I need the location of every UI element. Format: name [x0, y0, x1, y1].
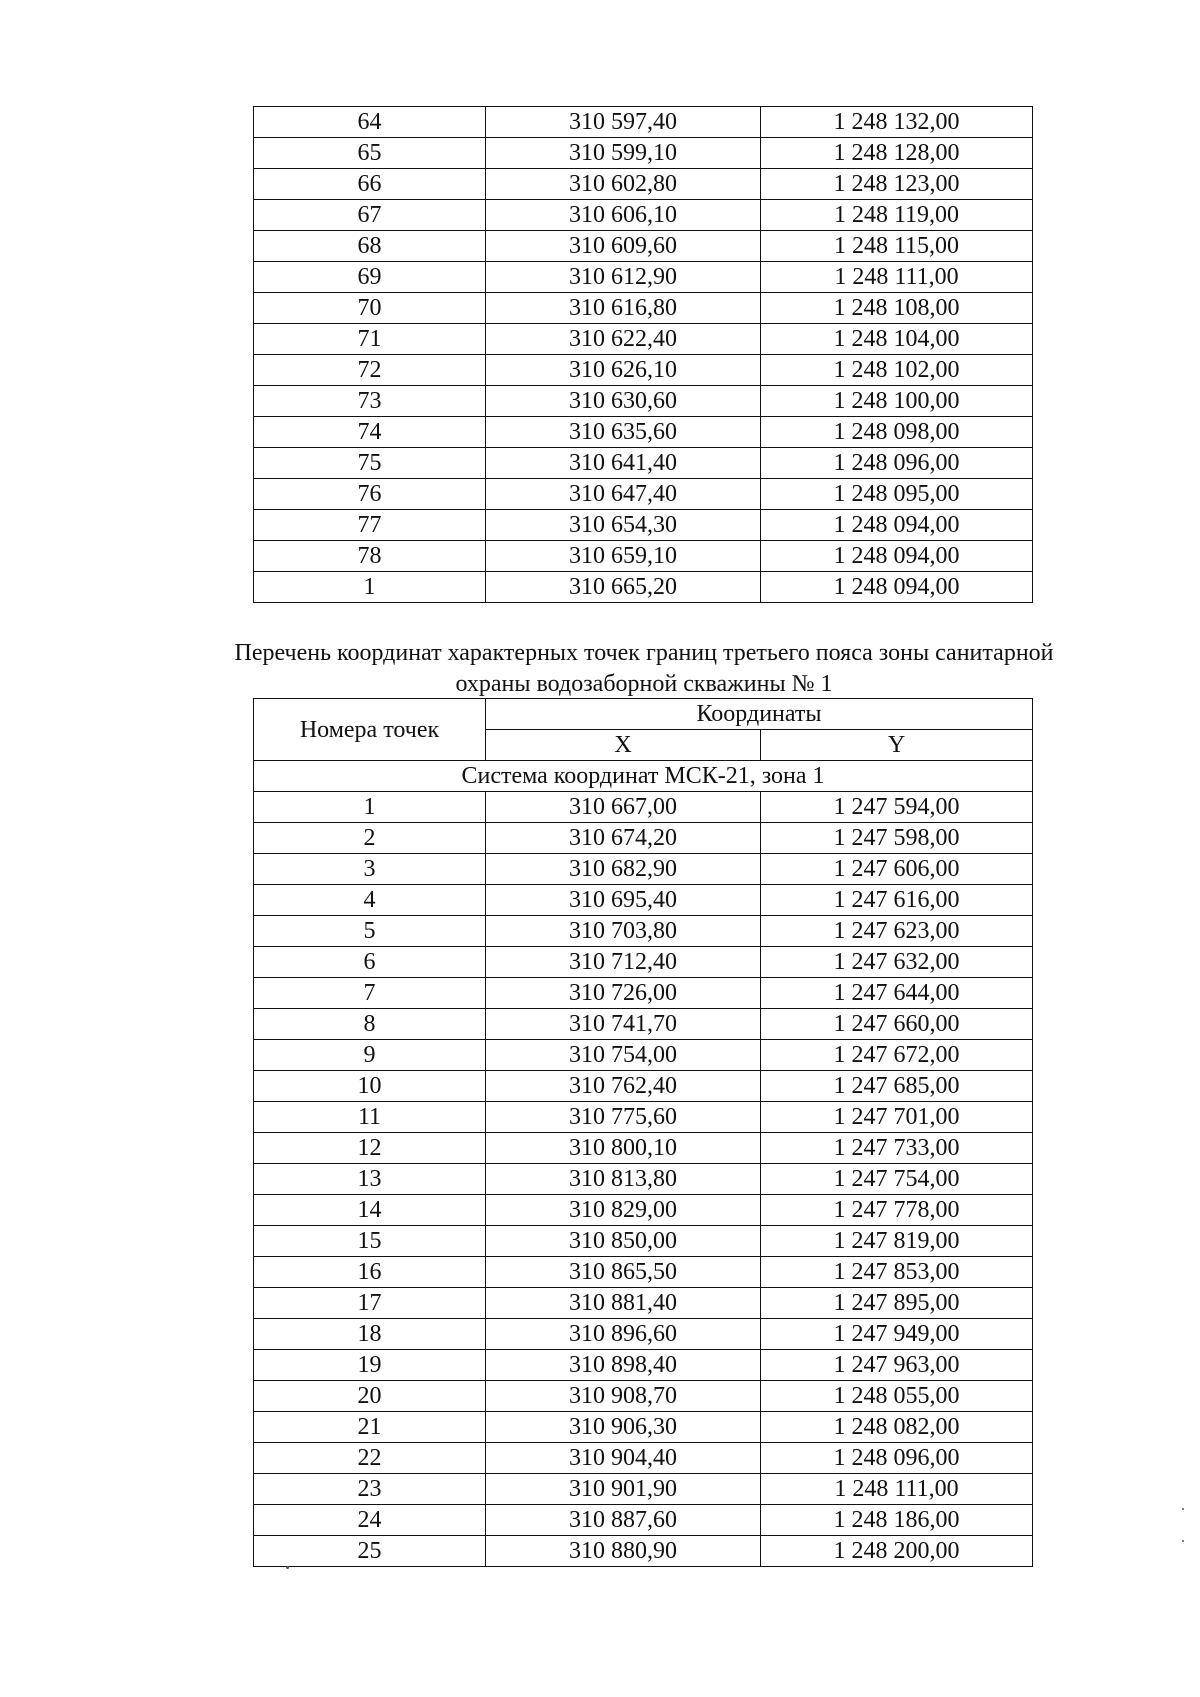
- y-coordinate-cell: 1 247 949,00: [761, 1319, 1033, 1350]
- y-coordinate-cell: 1 247 594,00: [761, 792, 1033, 823]
- table-row: [254, 1505, 1033, 1536]
- table-row: [254, 947, 1033, 978]
- x-coordinate-cell: 310 597,40: [486, 107, 761, 138]
- table-row: [254, 417, 1033, 448]
- x-coordinate-cell: 310 908,70: [486, 1381, 761, 1412]
- y-coordinate-cell: 1 248 094,00: [761, 572, 1033, 603]
- section-title-line-2: охраны водозаборной скважины № 1: [455, 671, 833, 697]
- y-coordinate-cell: 1 247 660,00: [761, 1009, 1033, 1040]
- y-coordinate-cell: 1 247 778,00: [761, 1195, 1033, 1226]
- x-coordinate-cell: 310 654,30: [486, 510, 761, 541]
- table-row: [254, 262, 1033, 293]
- point-number-cell: 1: [254, 572, 486, 603]
- y-coordinate-cell: 1 248 123,00: [761, 169, 1033, 200]
- point-number-cell: 12: [254, 1133, 486, 1164]
- point-number-cell: 21: [254, 1412, 486, 1443]
- y-coordinate-cell: 1 247 598,00: [761, 823, 1033, 854]
- x-coordinate-cell: 310 898,40: [486, 1350, 761, 1381]
- x-coordinate-cell: 310 906,30: [486, 1412, 761, 1443]
- table-row: [254, 231, 1033, 262]
- table-row: [254, 572, 1033, 603]
- point-number-cell: 78: [254, 541, 486, 572]
- header-point-numbers: Номера точек: [254, 699, 486, 761]
- y-coordinate-cell: 1 248 119,00: [761, 200, 1033, 231]
- y-coordinate-cell: 1 248 128,00: [761, 138, 1033, 169]
- y-coordinate-cell: 1 247 733,00: [761, 1133, 1033, 1164]
- y-coordinate-cell: 1 248 082,00: [761, 1412, 1033, 1443]
- table-row: [254, 355, 1033, 386]
- y-coordinate-cell: 1 248 096,00: [761, 448, 1033, 479]
- table-row: [254, 1412, 1033, 1443]
- header-coordinates: Координаты: [486, 699, 1033, 730]
- x-coordinate-cell: 310 612,90: [486, 262, 761, 293]
- table-row: [254, 448, 1033, 479]
- point-number-cell: 72: [254, 355, 486, 386]
- table-row: [254, 1443, 1033, 1474]
- x-coordinate-cell: 310 896,60: [486, 1319, 761, 1350]
- point-number-cell: 4: [254, 885, 486, 916]
- x-coordinate-cell: 310 904,40: [486, 1443, 761, 1474]
- x-coordinate-cell: 310 641,40: [486, 448, 761, 479]
- zone3-coordinates-table: [253, 698, 1033, 1567]
- point-number-cell: 6: [254, 947, 486, 978]
- x-coordinate-cell: 310 630,60: [486, 386, 761, 417]
- zone3-table-body: [254, 761, 1033, 1567]
- point-number-cell: 77: [254, 510, 486, 541]
- table-row: [254, 1133, 1033, 1164]
- table-row: [254, 200, 1033, 231]
- coordinate-system-label: Система координат МСК-21, зона 1: [254, 761, 1033, 792]
- x-coordinate-cell: 310 599,10: [486, 138, 761, 169]
- point-number-cell: 1: [254, 792, 486, 823]
- point-number-cell: 64: [254, 107, 486, 138]
- x-coordinate-cell: 310 901,90: [486, 1474, 761, 1505]
- point-number-cell: 9: [254, 1040, 486, 1071]
- point-number-cell: 70: [254, 293, 486, 324]
- x-coordinate-cell: 310 800,10: [486, 1133, 761, 1164]
- table-row: [254, 885, 1033, 916]
- y-coordinate-cell: 1 247 895,00: [761, 1288, 1033, 1319]
- point-number-cell: 23: [254, 1474, 486, 1505]
- y-coordinate-cell: 1 248 094,00: [761, 541, 1033, 572]
- table-row: [254, 479, 1033, 510]
- y-coordinate-cell: 1 248 115,00: [761, 231, 1033, 262]
- x-coordinate-cell: 310 762,40: [486, 1071, 761, 1102]
- y-coordinate-cell: 1 248 108,00: [761, 293, 1033, 324]
- point-number-cell: 73: [254, 386, 486, 417]
- point-number-cell: 19: [254, 1350, 486, 1381]
- table-row: [254, 1350, 1033, 1381]
- x-coordinate-cell: 310 741,70: [486, 1009, 761, 1040]
- point-number-cell: 17: [254, 1288, 486, 1319]
- table-header: [254, 699, 1033, 761]
- x-coordinate-cell: 310 682,90: [486, 854, 761, 885]
- y-coordinate-cell: 1 247 623,00: [761, 916, 1033, 947]
- x-coordinate-cell: 310 712,40: [486, 947, 761, 978]
- x-coordinate-cell: 310 829,00: [486, 1195, 761, 1226]
- x-coordinate-cell: 310 616,80: [486, 293, 761, 324]
- x-coordinate-cell: 310 626,10: [486, 355, 761, 386]
- point-number-cell: 68: [254, 231, 486, 262]
- table-row: [254, 138, 1033, 169]
- table-row: [254, 1288, 1033, 1319]
- y-coordinate-cell: 1 248 100,00: [761, 386, 1033, 417]
- x-coordinate-cell: 310 865,50: [486, 1257, 761, 1288]
- scan-speck: [286, 1566, 289, 1569]
- point-number-cell: 8: [254, 1009, 486, 1040]
- x-coordinate-cell: 310 665,20: [486, 572, 761, 603]
- x-coordinate-cell: 310 674,20: [486, 823, 761, 854]
- y-coordinate-cell: 1 248 055,00: [761, 1381, 1033, 1412]
- table-row: [254, 1164, 1033, 1195]
- y-coordinate-cell: 1 248 102,00: [761, 355, 1033, 386]
- table-row: [254, 324, 1033, 355]
- x-coordinate-cell: 310 695,40: [486, 885, 761, 916]
- table-row: [254, 1226, 1033, 1257]
- point-number-cell: 67: [254, 200, 486, 231]
- y-coordinate-cell: 1 247 701,00: [761, 1102, 1033, 1133]
- point-number-cell: 2: [254, 823, 486, 854]
- x-coordinate-cell: 310 881,40: [486, 1288, 761, 1319]
- table-row: [254, 1195, 1033, 1226]
- table-row: [254, 978, 1033, 1009]
- point-number-cell: 22: [254, 1443, 486, 1474]
- point-number-cell: 71: [254, 324, 486, 355]
- y-coordinate-cell: 1 247 819,00: [761, 1226, 1033, 1257]
- table-row: [254, 169, 1033, 200]
- y-coordinate-cell: 1 247 853,00: [761, 1257, 1033, 1288]
- y-coordinate-cell: 1 248 186,00: [761, 1505, 1033, 1536]
- section-title-line-1: Перечень координат характерных точек границ третьего пояса зоны санитарной: [234, 640, 1054, 666]
- y-coordinate-cell: 1 248 132,00: [761, 107, 1033, 138]
- scan-speck: [1182, 1508, 1184, 1510]
- table-row: [254, 1071, 1033, 1102]
- point-number-cell: 69: [254, 262, 486, 293]
- table-row: [254, 1040, 1033, 1071]
- continuation-table-body: [254, 107, 1033, 603]
- y-coordinate-cell: 1 248 094,00: [761, 510, 1033, 541]
- table-row: [254, 854, 1033, 885]
- coordinate-system-row: [254, 761, 1033, 792]
- x-coordinate-cell: 310 754,00: [486, 1040, 761, 1071]
- x-coordinate-cell: 310 703,80: [486, 916, 761, 947]
- header-y: Y: [761, 730, 1033, 761]
- x-coordinate-cell: 310 609,60: [486, 231, 761, 262]
- y-coordinate-cell: 1 247 606,00: [761, 854, 1033, 885]
- x-coordinate-cell: 310 659,10: [486, 541, 761, 572]
- table-row: [254, 293, 1033, 324]
- y-coordinate-cell: 1 247 672,00: [761, 1040, 1033, 1071]
- y-coordinate-cell: 1 248 095,00: [761, 479, 1033, 510]
- table-row: [254, 107, 1033, 138]
- table-row: [254, 792, 1033, 823]
- table-row: [254, 1381, 1033, 1412]
- coordinates-table-continuation: [253, 106, 1033, 603]
- scan-speck: [1182, 1540, 1184, 1542]
- x-coordinate-cell: 310 775,60: [486, 1102, 761, 1133]
- y-coordinate-cell: 1 247 754,00: [761, 1164, 1033, 1195]
- table-row: [254, 1319, 1033, 1350]
- y-coordinate-cell: 1 247 963,00: [761, 1350, 1033, 1381]
- y-coordinate-cell: 1 248 098,00: [761, 417, 1033, 448]
- table-row: [254, 386, 1033, 417]
- point-number-cell: 75: [254, 448, 486, 479]
- table-row: [254, 510, 1033, 541]
- x-coordinate-cell: 310 622,40: [486, 324, 761, 355]
- point-number-cell: 66: [254, 169, 486, 200]
- table-row: [254, 1474, 1033, 1505]
- table-row: [254, 1102, 1033, 1133]
- x-coordinate-cell: 310 635,60: [486, 417, 761, 448]
- y-coordinate-cell: 1 247 685,00: [761, 1071, 1033, 1102]
- y-coordinate-cell: 1 248 104,00: [761, 324, 1033, 355]
- header-x: X: [486, 730, 761, 761]
- point-number-cell: 5: [254, 916, 486, 947]
- y-coordinate-cell: 1 247 644,00: [761, 978, 1033, 1009]
- table-row: [254, 1009, 1033, 1040]
- point-number-cell: 10: [254, 1071, 486, 1102]
- y-coordinate-cell: 1 248 111,00: [761, 1474, 1033, 1505]
- table-row: [254, 541, 1033, 572]
- point-number-cell: 65: [254, 138, 486, 169]
- x-coordinate-cell: 310 726,00: [486, 978, 761, 1009]
- x-coordinate-cell: 310 602,80: [486, 169, 761, 200]
- table-row: [254, 1536, 1033, 1567]
- y-coordinate-cell: 1 248 111,00: [761, 262, 1033, 293]
- x-coordinate-cell: 310 813,80: [486, 1164, 761, 1195]
- point-number-cell: 76: [254, 479, 486, 510]
- point-number-cell: 20: [254, 1381, 486, 1412]
- table-row: [254, 823, 1033, 854]
- y-coordinate-cell: 1 248 096,00: [761, 1443, 1033, 1474]
- point-number-cell: 24: [254, 1505, 486, 1536]
- y-coordinate-cell: 1 248 200,00: [761, 1536, 1033, 1567]
- table-row: [254, 916, 1033, 947]
- header-row-1: [254, 699, 1033, 730]
- section-title: [160, 638, 1128, 700]
- point-number-cell: 11: [254, 1102, 486, 1133]
- x-coordinate-cell: 310 887,60: [486, 1505, 761, 1536]
- table-row: [254, 1257, 1033, 1288]
- x-coordinate-cell: 310 850,00: [486, 1226, 761, 1257]
- point-number-cell: 3: [254, 854, 486, 885]
- point-number-cell: 25: [254, 1536, 486, 1567]
- x-coordinate-cell: 310 606,10: [486, 200, 761, 231]
- point-number-cell: 16: [254, 1257, 486, 1288]
- y-coordinate-cell: 1 247 632,00: [761, 947, 1033, 978]
- point-number-cell: 74: [254, 417, 486, 448]
- x-coordinate-cell: 310 880,90: [486, 1536, 761, 1567]
- point-number-cell: 13: [254, 1164, 486, 1195]
- point-number-cell: 7: [254, 978, 486, 1009]
- y-coordinate-cell: 1 247 616,00: [761, 885, 1033, 916]
- point-number-cell: 14: [254, 1195, 486, 1226]
- point-number-cell: 15: [254, 1226, 486, 1257]
- x-coordinate-cell: 310 647,40: [486, 479, 761, 510]
- point-number-cell: 18: [254, 1319, 486, 1350]
- x-coordinate-cell: 310 667,00: [486, 792, 761, 823]
